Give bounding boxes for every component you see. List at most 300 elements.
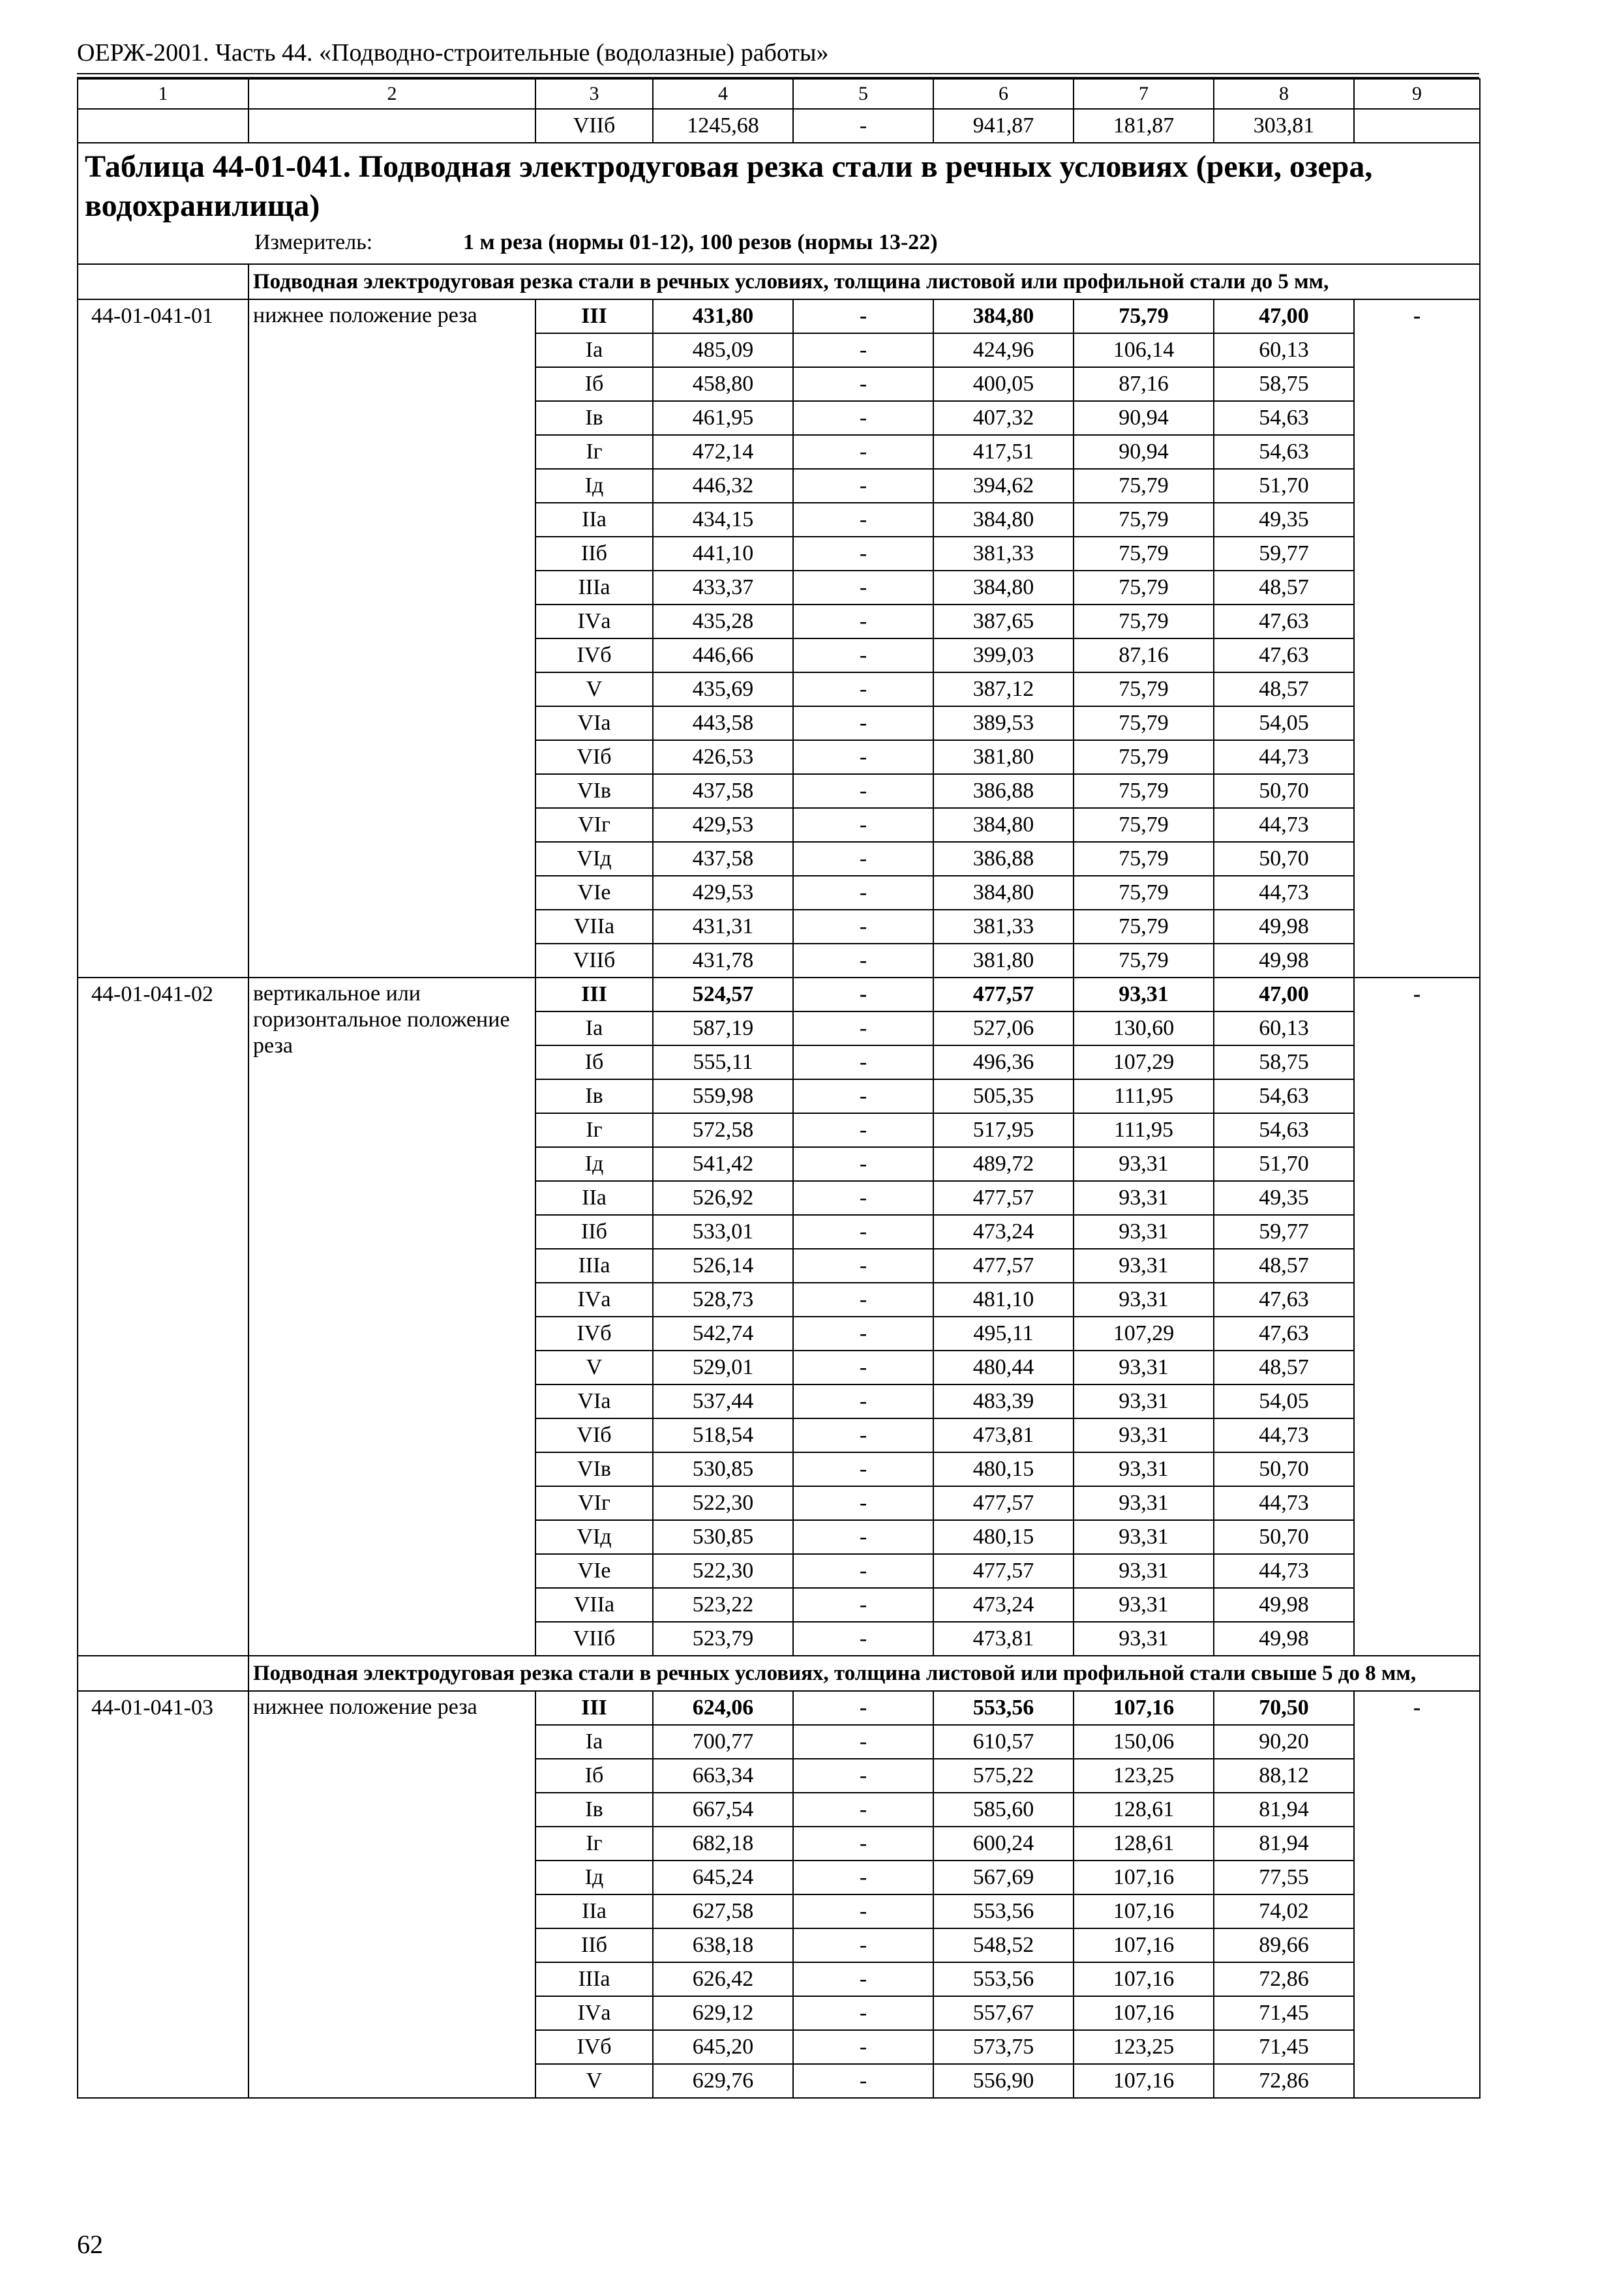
table-cell: 426,53 (653, 740, 793, 774)
table-cell: 485,09 (653, 333, 793, 367)
table-cell: 107,16 (1074, 1962, 1214, 1996)
table-cell: 128,61 (1074, 1793, 1214, 1827)
table-cell: 523,79 (653, 1622, 793, 1656)
table-cell: - (793, 808, 933, 842)
table-cell: 458,80 (653, 367, 793, 401)
table-cell: 434,15 (653, 503, 793, 537)
table-cell: - (793, 1418, 933, 1452)
table-cell: - (793, 1486, 933, 1520)
table-cell: - (793, 1962, 933, 1996)
table-cell: - (793, 367, 933, 401)
table-cell: 54,63 (1214, 1079, 1354, 1113)
table-cell: 75,79 (1074, 469, 1214, 503)
table-cell: VIв (535, 774, 653, 808)
norm-code: 44-01-041-02 (78, 978, 248, 1656)
table-cell: - (793, 1011, 933, 1045)
table-cell: 386,88 (933, 774, 1074, 808)
table-cell: 477,57 (933, 1249, 1074, 1283)
table-cell: 87,16 (1074, 638, 1214, 672)
carry-over-row (78, 109, 1480, 143)
table-cell: 72,86 (1214, 2064, 1354, 2098)
table-cell: Iв (535, 1793, 653, 1827)
table-cell: - (793, 1996, 933, 2030)
table-cell: 49,98 (1214, 1588, 1354, 1622)
table-cell: 48,57 (1214, 672, 1354, 706)
table-cell: 48,57 (1214, 571, 1354, 605)
table-cell: 381,33 (933, 537, 1074, 571)
table-cell: - (793, 1588, 933, 1622)
table-cell: 47,63 (1214, 605, 1354, 638)
extra-column-cell: - (1354, 978, 1480, 1656)
table-cell: 480,44 (933, 1351, 1074, 1384)
table-cell: IVб (535, 638, 653, 672)
table-cell: IIа (535, 503, 653, 537)
table-cell: 387,12 (933, 672, 1074, 706)
table-cell: 44,73 (1214, 1554, 1354, 1588)
table-cell: Iд (535, 469, 653, 503)
measure-value: 1 м реза (нормы 01-12), 100 резов (нормы 13-22) (463, 230, 938, 254)
table-cell: - (793, 1113, 933, 1147)
table-cell: 495,11 (933, 1317, 1074, 1351)
table-cell: 93,31 (1074, 1622, 1214, 1656)
table-cell: IIа (535, 1181, 653, 1215)
table-cell: 59,77 (1214, 1215, 1354, 1249)
table-cell: 93,31 (1074, 1215, 1214, 1249)
table-cell: 107,16 (1074, 1928, 1214, 1962)
table-cell: 663,34 (653, 1759, 793, 1793)
table-cell: VIа (535, 1384, 653, 1418)
table-cell: 461,95 (653, 401, 793, 435)
table-cell: 473,81 (933, 1418, 1074, 1452)
table-cell: 533,01 (653, 1215, 793, 1249)
table-cell: Iв (535, 401, 653, 435)
table-cell: 600,24 (933, 1827, 1074, 1861)
table-cell: 389,53 (933, 706, 1074, 740)
table-cell: 489,72 (933, 1147, 1074, 1181)
table-row (78, 299, 1480, 333)
table-cell: - (793, 1079, 933, 1113)
table-cell: 437,58 (653, 774, 793, 808)
table-cell: 71,45 (1214, 1996, 1354, 2030)
table-cell: Iд (535, 1147, 653, 1181)
table-cell: 435,28 (653, 605, 793, 638)
table-cell: VIб (535, 740, 653, 774)
table-cell: 384,80 (933, 876, 1074, 910)
table-cell: 575,22 (933, 1759, 1074, 1793)
table-cell: - (793, 469, 933, 503)
table-cell: - (793, 1894, 933, 1928)
table-cell: 49,98 (1214, 1622, 1354, 1656)
table-cell: 77,55 (1214, 1861, 1354, 1894)
extra-column-cell: - (1354, 1691, 1480, 2098)
table-cell: 111,95 (1074, 1079, 1214, 1113)
table-cell: 537,44 (653, 1384, 793, 1418)
table-cell: 49,98 (1214, 910, 1354, 944)
table-cell: 431,78 (653, 944, 793, 978)
section-title: Подводная электродуговая резка стали в речных условиях, толщина листовой или профильной стали свыше 5 до 8 мм, (248, 1656, 1480, 1691)
table-cell: 559,98 (653, 1079, 793, 1113)
table-cell: 49,35 (1214, 503, 1354, 537)
table-cell: 106,14 (1074, 333, 1214, 367)
table-cell: IVа (535, 1996, 653, 2030)
table-cell: 60,13 (1214, 333, 1354, 367)
table-cell: 74,02 (1214, 1894, 1354, 1928)
table-cell: - (793, 1928, 933, 1962)
table-cell: 47,63 (1214, 1317, 1354, 1351)
table-cell: - (793, 1384, 933, 1418)
table-title: Таблица 44-01-041. Подводная электродуговая резка стали в речных условиях (реки, озера, водохранилища) (85, 149, 1373, 223)
table-cell: 93,31 (1074, 1520, 1214, 1554)
table-cell: 51,70 (1214, 1147, 1354, 1181)
table-cell: 70,50 (1214, 1691, 1354, 1725)
table-cell: 481,10 (933, 1283, 1074, 1317)
table-cell: 645,24 (653, 1861, 793, 1894)
table-cell: - (793, 774, 933, 808)
table-cell: VIг (535, 808, 653, 842)
table-cell: 400,05 (933, 367, 1074, 401)
table-cell: - (793, 2064, 933, 2098)
table-cell: 75,79 (1074, 571, 1214, 605)
table-cell: 441,10 (653, 537, 793, 571)
table-cell: - (793, 1181, 933, 1215)
table-cell: 44,73 (1214, 876, 1354, 910)
section-blank-cell (78, 264, 248, 299)
table-row (78, 978, 1480, 1011)
table-cell: V (535, 672, 653, 706)
table-cell: 541,42 (653, 1147, 793, 1181)
table-cell: - (793, 842, 933, 876)
table-cell: VIб (535, 1418, 653, 1452)
table-cell: IIб (535, 1215, 653, 1249)
table-cell: 624,06 (653, 1691, 793, 1725)
table-cell: 473,24 (933, 1215, 1074, 1249)
table-cell: 629,76 (653, 2064, 793, 2098)
table-cell: 54,63 (1214, 1113, 1354, 1147)
table-cell: 407,32 (933, 401, 1074, 435)
table-cell: 394,62 (933, 469, 1074, 503)
table-cell: 384,80 (933, 808, 1074, 842)
table-cell: VIIб (535, 1622, 653, 1656)
table-cell: 75,79 (1074, 605, 1214, 638)
table-cell: 553,56 (933, 1962, 1074, 1996)
table-cell: 431,31 (653, 910, 793, 944)
table-cell: IIб (535, 1928, 653, 1962)
table-cell: 93,31 (1074, 1486, 1214, 1520)
table-cell: - (793, 1622, 933, 1656)
table-cell: 629,12 (653, 1996, 793, 2030)
table-cell: 477,57 (933, 1554, 1074, 1588)
table-cell: VIг (535, 1486, 653, 1520)
column-number: 5 (793, 79, 933, 109)
table-cell: - (793, 299, 933, 333)
table-cell: 93,31 (1074, 1452, 1214, 1486)
table-cell: 303,81 (1214, 109, 1354, 143)
table-cell: 524,57 (653, 978, 793, 1011)
column-number: 6 (933, 79, 1074, 109)
section-header-row (78, 264, 1480, 299)
table-cell: Iа (535, 1011, 653, 1045)
table-cell: - (793, 1520, 933, 1554)
table-cell: 435,69 (653, 672, 793, 706)
table-cell: 553,56 (933, 1894, 1074, 1928)
table-cell: - (793, 1554, 933, 1588)
table-cell: 93,31 (1074, 1249, 1214, 1283)
table-cell: - (793, 944, 933, 978)
table-cell: 667,54 (653, 1793, 793, 1827)
table-cell: 87,16 (1074, 367, 1214, 401)
table-cell: 627,58 (653, 1894, 793, 1928)
table-cell: 54,63 (1214, 401, 1354, 435)
table-cell: III (535, 1691, 653, 1725)
table-cell: IIIа (535, 571, 653, 605)
table-cell: 381,80 (933, 740, 1074, 774)
table-cell: - (793, 503, 933, 537)
table-cell: 75,79 (1074, 842, 1214, 876)
table-cell: VIд (535, 842, 653, 876)
table-cell: - (793, 1283, 933, 1317)
table-cell: 387,65 (933, 605, 1074, 638)
table-cell: - (793, 605, 933, 638)
table-title-cell (78, 143, 1480, 264)
table-cell: 88,12 (1214, 1759, 1354, 1793)
table-cell: 50,70 (1214, 1452, 1354, 1486)
table-cell: 107,16 (1074, 2064, 1214, 2098)
table-cell: 472,14 (653, 435, 793, 469)
table-cell: 542,74 (653, 1317, 793, 1351)
table-cell: 399,03 (933, 638, 1074, 672)
table-cell: 130,60 (1074, 1011, 1214, 1045)
table-cell: IVб (535, 1317, 653, 1351)
table-cell: 93,31 (1074, 1283, 1214, 1317)
table-cell: 505,35 (933, 1079, 1074, 1113)
table-cell: 107,16 (1074, 1691, 1214, 1725)
table-cell: - (793, 1725, 933, 1759)
norm-code: 44-01-041-01 (78, 299, 248, 978)
table-cell: IIIа (535, 1962, 653, 1996)
table-cell: 587,19 (653, 1011, 793, 1045)
column-number: 8 (1214, 79, 1354, 109)
table-cell: 518,54 (653, 1418, 793, 1452)
table-cell: 529,01 (653, 1351, 793, 1384)
table-cell (248, 109, 535, 143)
table-cell: 477,57 (933, 1486, 1074, 1520)
table-cell: 446,32 (653, 469, 793, 503)
table-cell: 941,87 (933, 109, 1074, 143)
table-cell: 54,05 (1214, 1384, 1354, 1418)
table-cell: 75,79 (1074, 876, 1214, 910)
table-cell: - (793, 1827, 933, 1861)
norm-description: нижнее положение реза (248, 299, 535, 978)
table-cell: 75,79 (1074, 299, 1214, 333)
table-cell: - (793, 706, 933, 740)
table-cell: - (793, 571, 933, 605)
table-cell: 530,85 (653, 1452, 793, 1486)
table-cell: 381,33 (933, 910, 1074, 944)
table-cell: Iв (535, 1079, 653, 1113)
table-cell: 75,79 (1074, 808, 1214, 842)
column-number: 3 (535, 79, 653, 109)
table-cell: 51,70 (1214, 469, 1354, 503)
table-cell: - (793, 910, 933, 944)
table-cell: 1245,68 (653, 109, 793, 143)
table-cell: 429,53 (653, 808, 793, 842)
table-cell: - (793, 1793, 933, 1827)
table-cell: 522,30 (653, 1554, 793, 1588)
table-cell: 59,77 (1214, 537, 1354, 571)
table-cell: 477,57 (933, 978, 1074, 1011)
table-cell: 527,06 (933, 1011, 1074, 1045)
table-cell: 128,61 (1074, 1827, 1214, 1861)
table-cell: 90,94 (1074, 435, 1214, 469)
table-cell: 47,63 (1214, 1283, 1354, 1317)
measure-row (85, 228, 1473, 257)
table-cell: 44,73 (1214, 808, 1354, 842)
table-cell: III (535, 978, 653, 1011)
table-cell: - (793, 740, 933, 774)
table-cell: 47,00 (1214, 978, 1354, 1011)
table-cell: IVб (535, 2030, 653, 2064)
table-cell: 48,57 (1214, 1351, 1354, 1384)
table-cell: 381,80 (933, 944, 1074, 978)
table-cell: 530,85 (653, 1520, 793, 1554)
table-cell: - (793, 1861, 933, 1894)
column-number: 9 (1354, 79, 1480, 109)
table-cell: 47,00 (1214, 299, 1354, 333)
norm-code: 44-01-041-03 (78, 1691, 248, 2098)
table-cell: VIе (535, 876, 653, 910)
table-cell: 72,86 (1214, 1962, 1354, 1996)
table-cell: - (793, 1691, 933, 1725)
table-cell: III (535, 299, 653, 333)
table-cell: 517,95 (933, 1113, 1074, 1147)
table-cell: 93,31 (1074, 1418, 1214, 1452)
column-number: 7 (1074, 79, 1214, 109)
table-cell: 81,94 (1214, 1827, 1354, 1861)
column-number: 2 (248, 79, 535, 109)
table-cell: Iа (535, 333, 653, 367)
table-cell: 429,53 (653, 876, 793, 910)
table-cell: - (793, 1045, 933, 1079)
table-cell: 107,29 (1074, 1045, 1214, 1079)
table-cell: 483,39 (933, 1384, 1074, 1418)
table-cell: 480,15 (933, 1520, 1074, 1554)
table-cell: - (793, 109, 933, 143)
table-cell: 610,57 (933, 1725, 1074, 1759)
table-cell: Iб (535, 1759, 653, 1793)
table-cell: 93,31 (1074, 1181, 1214, 1215)
table-cell: 446,66 (653, 638, 793, 672)
table-cell: 93,31 (1074, 1147, 1214, 1181)
table-cell: - (793, 978, 933, 1011)
table-cell: - (793, 537, 933, 571)
table-cell: 54,63 (1214, 435, 1354, 469)
table-cell: 90,20 (1214, 1725, 1354, 1759)
table-cell: V (535, 1351, 653, 1384)
table-cell: - (793, 1452, 933, 1486)
table-cell: - (793, 876, 933, 910)
table-cell: Iг (535, 435, 653, 469)
table-cell: 123,25 (1074, 1759, 1214, 1793)
table-cell: - (793, 401, 933, 435)
running-header: ОЕРЖ-2001. Часть 44. «Подводно-строительные (водолазные) работы» (77, 39, 829, 67)
table-cell: 75,79 (1074, 910, 1214, 944)
column-number: 1 (78, 79, 248, 109)
table-cell: - (793, 672, 933, 706)
table-cell: 75,79 (1074, 706, 1214, 740)
table-cell: 417,51 (933, 435, 1074, 469)
table-cell: 93,31 (1074, 1554, 1214, 1588)
extra-column-cell: - (1354, 299, 1480, 978)
table-cell: 50,70 (1214, 1520, 1354, 1554)
table-cell: 437,58 (653, 842, 793, 876)
page-number: 62 (77, 2230, 103, 2259)
table-cell: 386,88 (933, 842, 1074, 876)
table-cell: - (793, 2030, 933, 2064)
rates-table (77, 78, 1481, 2099)
table-cell: 555,11 (653, 1045, 793, 1079)
table-cell: VIд (535, 1520, 653, 1554)
table-cell: 107,16 (1074, 1894, 1214, 1928)
column-numbers-row (78, 79, 1480, 109)
table-cell: IIб (535, 537, 653, 571)
table-cell: 526,14 (653, 1249, 793, 1283)
table-cell: 58,75 (1214, 1045, 1354, 1079)
table-cell: 111,95 (1074, 1113, 1214, 1147)
table-cell: - (793, 1147, 933, 1181)
table-cell: 553,56 (933, 1691, 1074, 1725)
table-cell: - (793, 1215, 933, 1249)
table-cell: 44,73 (1214, 740, 1354, 774)
table-cell: 682,18 (653, 1827, 793, 1861)
table-cell: 75,79 (1074, 537, 1214, 571)
table-cell: 107,16 (1074, 1996, 1214, 2030)
norm-description: вертикальное или горизонтальное положение реза (248, 978, 535, 1656)
table-cell: 50,70 (1214, 774, 1354, 808)
table-cell: 93,31 (1074, 1588, 1214, 1622)
section-blank-cell (78, 1656, 248, 1691)
table-cell: 93,31 (1074, 978, 1214, 1011)
table-cell: 443,58 (653, 706, 793, 740)
table-cell: 645,20 (653, 2030, 793, 2064)
table-cell: 473,24 (933, 1588, 1074, 1622)
table-cell: 384,80 (933, 571, 1074, 605)
table-cell: 700,77 (653, 1725, 793, 1759)
table-cell (1354, 109, 1480, 143)
table-cell: 626,42 (653, 1962, 793, 1996)
table-cell: 150,06 (1074, 1725, 1214, 1759)
table-cell: 58,75 (1214, 367, 1354, 401)
table-cell: 573,75 (933, 2030, 1074, 2064)
table-cell: IVа (535, 605, 653, 638)
table-cell: - (793, 333, 933, 367)
table-cell: 44,73 (1214, 1486, 1354, 1520)
table-cell: 473,81 (933, 1622, 1074, 1656)
table-cell: 75,79 (1074, 740, 1214, 774)
table-cell: 585,60 (933, 1793, 1074, 1827)
table-cell: Iг (535, 1827, 653, 1861)
table-cell: 49,35 (1214, 1181, 1354, 1215)
table-body (78, 79, 1480, 2098)
table-cell: 90,94 (1074, 401, 1214, 435)
header-rule (77, 73, 1479, 78)
table-cell: - (793, 638, 933, 672)
table-cell: - (793, 1351, 933, 1384)
table-cell: Iа (535, 1725, 653, 1759)
table-cell: VIIб (535, 944, 653, 978)
table-cell: 75,79 (1074, 944, 1214, 978)
table-cell: V (535, 2064, 653, 2098)
table-cell: 123,25 (1074, 2030, 1214, 2064)
